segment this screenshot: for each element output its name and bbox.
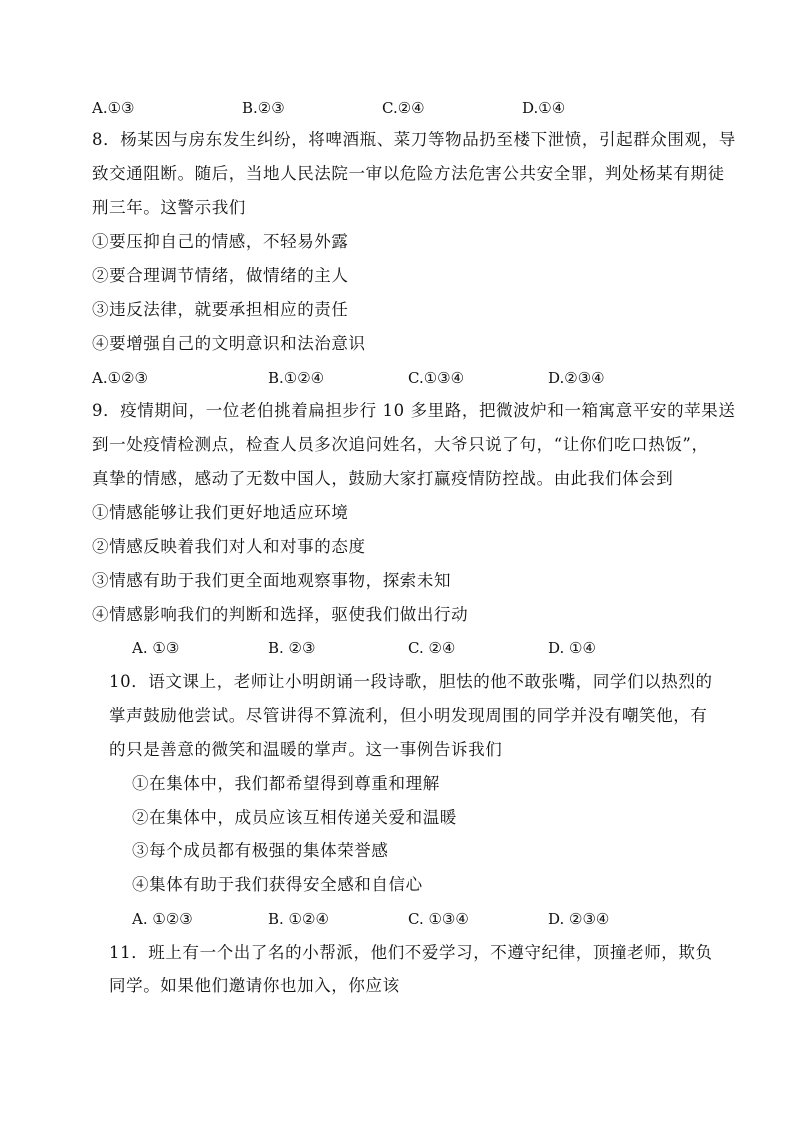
q9-statement-1: ①情感能够让我们更好地适应环境 xyxy=(92,503,349,522)
q8-option-c: C.①③④ xyxy=(408,369,465,387)
q9-statement-2: ②情感反映着我们对人和对事的态度 xyxy=(92,537,366,556)
q9-statement-4: ④情感影响我们的判断和选择，驱使我们做出行动 xyxy=(92,605,469,624)
q11-stem-line-1: 11．班上有一个出了名的小帮派，他们不爱学习，不遵守纪律，顶撞老师，欺负 xyxy=(109,943,713,962)
q8-stem-line-2: 致交通阻断。随后，当地人民法院一审以危险方法危害公共安全罪，判处杨某有期徒 xyxy=(92,164,725,183)
q10-statement-2: ②在集体中，成员应该互相传递关爱和温暖 xyxy=(132,808,457,827)
q8-statement-4: ④要增强自己的文明意识和法治意识 xyxy=(92,334,366,353)
q10-statement-1: ①在集体中，我们都希望得到尊重和理解 xyxy=(132,774,440,793)
q8-option-d: D.②③④ xyxy=(548,369,605,387)
q7-option-d: D.①④ xyxy=(522,99,566,117)
q10-statement-4: ④集体有助于我们获得安全感和自信心 xyxy=(132,875,423,894)
q9-stem-line-2: 到一处疫情检测点，检查人员多次追问姓名，大爷只说了句，“让你们吃口热饭”， xyxy=(92,435,709,454)
q8-option-a: A.①②③ xyxy=(92,369,148,387)
q9-statement-3: ③情感有助于我们更全面地观察事物，探索未知 xyxy=(92,571,452,590)
q8-stem-line-1: 8．杨某因与房东发生纠纷，将啤酒瓶、菜刀等物品扔至楼下泄愤，引起群众围观，导 xyxy=(92,130,736,149)
q8-option-b: B.①②④ xyxy=(268,369,325,387)
q10-stem-line-2: 掌声鼓励他尝试。尽管讲得不算流利，但小明发现周围的同学并没有嘲笑他，有 xyxy=(109,706,708,725)
q10-stem-line-3: 的只是善意的微笑和温暖的掌声。这一事例告诉我们 xyxy=(109,740,503,759)
q8-statement-2: ②要合理调节情绪，做情绪的主人 xyxy=(92,266,349,285)
q10-option-a: A. ①②③ xyxy=(132,910,193,928)
q9-stem-line-3: 真挚的情感，感动了无数中国人，鼓励大家打赢疫情防控战。由此我们体会到 xyxy=(92,469,674,488)
q8-statement-3: ③违反法律，就要承担相应的责任 xyxy=(92,300,349,319)
q9-stem-line-1: 9．疫情期间，一位老伯挑着扁担步行 10 多里路，把微波炉和一箱寓意平安的苹果送 xyxy=(92,401,736,420)
q9-option-a: A. ①③ xyxy=(132,639,180,657)
q9-option-b: B. ②③ xyxy=(268,639,316,657)
q10-option-c: C. ①③④ xyxy=(408,910,469,928)
q7-option-b: B.②③ xyxy=(242,99,285,117)
q11-stem-line-2: 同学。如果他们邀请你也加入，你应该 xyxy=(109,976,400,995)
q10-statement-3: ③每个成员都有极强的集体荣誉感 xyxy=(132,841,389,860)
q10-option-d: D. ②③④ xyxy=(548,910,610,928)
q9-option-d: D. ①④ xyxy=(548,639,596,657)
q10-option-b: B. ①②④ xyxy=(268,910,329,928)
q7-option-c: C.②④ xyxy=(382,99,425,117)
q8-stem-line-3: 刑三年。这警示我们 xyxy=(92,198,246,217)
q8-statement-1: ①要压抑自己的情感，不轻易外露 xyxy=(92,232,349,251)
q10-stem-line-1: 10．语文课上，老师让小明朗诵一段诗歌，胆怯的他不敢张嘴，同学们以热烈的 xyxy=(109,672,713,691)
q9-option-c: C. ②④ xyxy=(408,639,456,657)
q7-option-a: A.①③ xyxy=(92,99,135,117)
